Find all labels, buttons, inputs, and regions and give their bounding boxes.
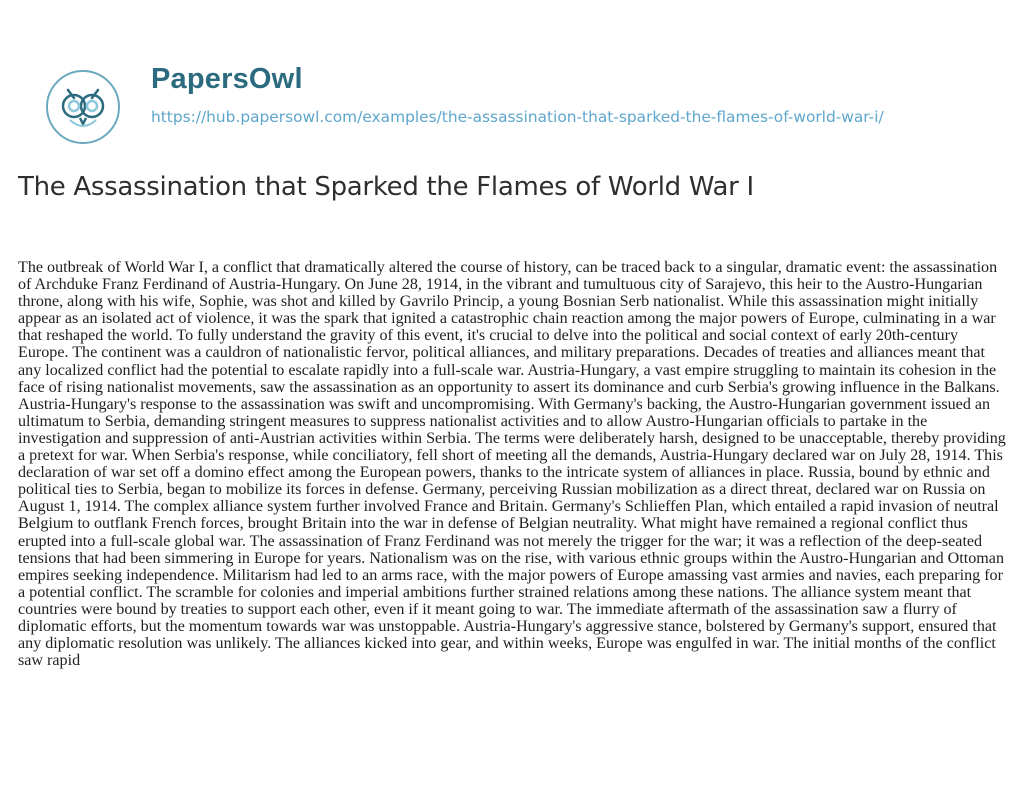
article-body: The outbreak of World War I, a conflict that dramatically altered the course of history, can be traced back to a singular, dramatic event: the assassination of Archduke Franz Ferdinand of Austria-Hungary. On June 28, 1914, in the vibrant and tumultuous city of Sarajevo, this heir to the Austro-Hungarian throne, along with his wife, Sophie, was shot and killed by Gavrilo Princip, a young Bosnian Serb nationalist. While this assassination might initially appear as an isolated act of violence, it was the spark that ignited a catastrophic chain reaction among the major powers of Europe, culminating in a war that reshaped the world. To fully understand the gravity of this event, it's crucial to delve into the political and social context of early 20th-century Europe. The continent was a cauldron of nationalistic fervor, political alliances, and military preparations. Decades of treaties and alliances meant that any localized conflict had the potential to escalate rapidly into a full-scale war. Austria-Hungary, a vast empire struggling to maintain its cohesion in the face of rising nationalist movements, saw the assassination as an opportunity to assert its dominance and curb Serbia's growing influence in the Balkans. Austria-Hungary's response to the assassination was swift and uncompromising. With Germany's backing, the Austro-Hungarian government issued an ultimatum to Serbia, demanding stringent measures to suppress nationalist activities and to allow Austro-Hungarian officials to partake in the investigation and suppression of anti-Austrian activities within Serbia. The terms were deliberately harsh, designed to be unacceptable, thereby providing a pretext for war. When Serbia's response, while conciliatory, fell short of meeting all the demands, Austria-Hungary declared war on July 28, 1914. This declaration of war set off a domino effect among the European powers, thanks to the intricate system of alliances in place. Russia, bound by ethnic and political ties to Serbia, began to mobilize its forces in defense. Germany, perceiving Russian mobilization as a direct threat, declared war on Russia on August 1, 1914. The complex alliance system further involved France and Britain. Germany's Schlieffen Plan, which entailed a rapid invasion of neutral Belgium to outflank French forces, brought Britain into the war in defense of Belgian neutrality. What might have remained a regional conflict thus erupted into a full-scale global war. The assassination of Franz Ferdinand was not merely the trigger for the war; it was a reflection of the deep-seated tensions that had been simmering in Europe for years. Nationalism was on the rise, with various ethnic groups within the Austro-Hungarian and Ottoman empires seeking independence. Militarism had led to an arms race, with the major powers of Europe amassing vast armies and navies, each preparing for a potential conflict. The scramble for colonies and imperial ambitions further strained relations among these nations. The alliance system meant that countries were bound by treaties to support each other, even if it meant going to war. The immediate aftermath of the assassination saw a flurry of diplomatic efforts, but the momentum towards war was unstoppable. Austria-Hungary's aggressive stance, bolstered by Germany's support, ensured that any diplomatic resolution was unlikely. The alliances kicked into gear, and within weeks, Europe was engulfed in war. The initial months of the conflict saw rapid <box>18 259 1006 670</box>
brand-name: PapersOwl <box>151 63 303 95</box>
page-title: The Assassination that Sparked the Flames of World War I <box>18 172 754 202</box>
source-url-link[interactable]: https://hub.papersowl.com/examples/the-assassination-that-sparked-the-flames-of-world-war-i/ <box>151 108 884 126</box>
owl-logo-icon <box>46 70 120 144</box>
